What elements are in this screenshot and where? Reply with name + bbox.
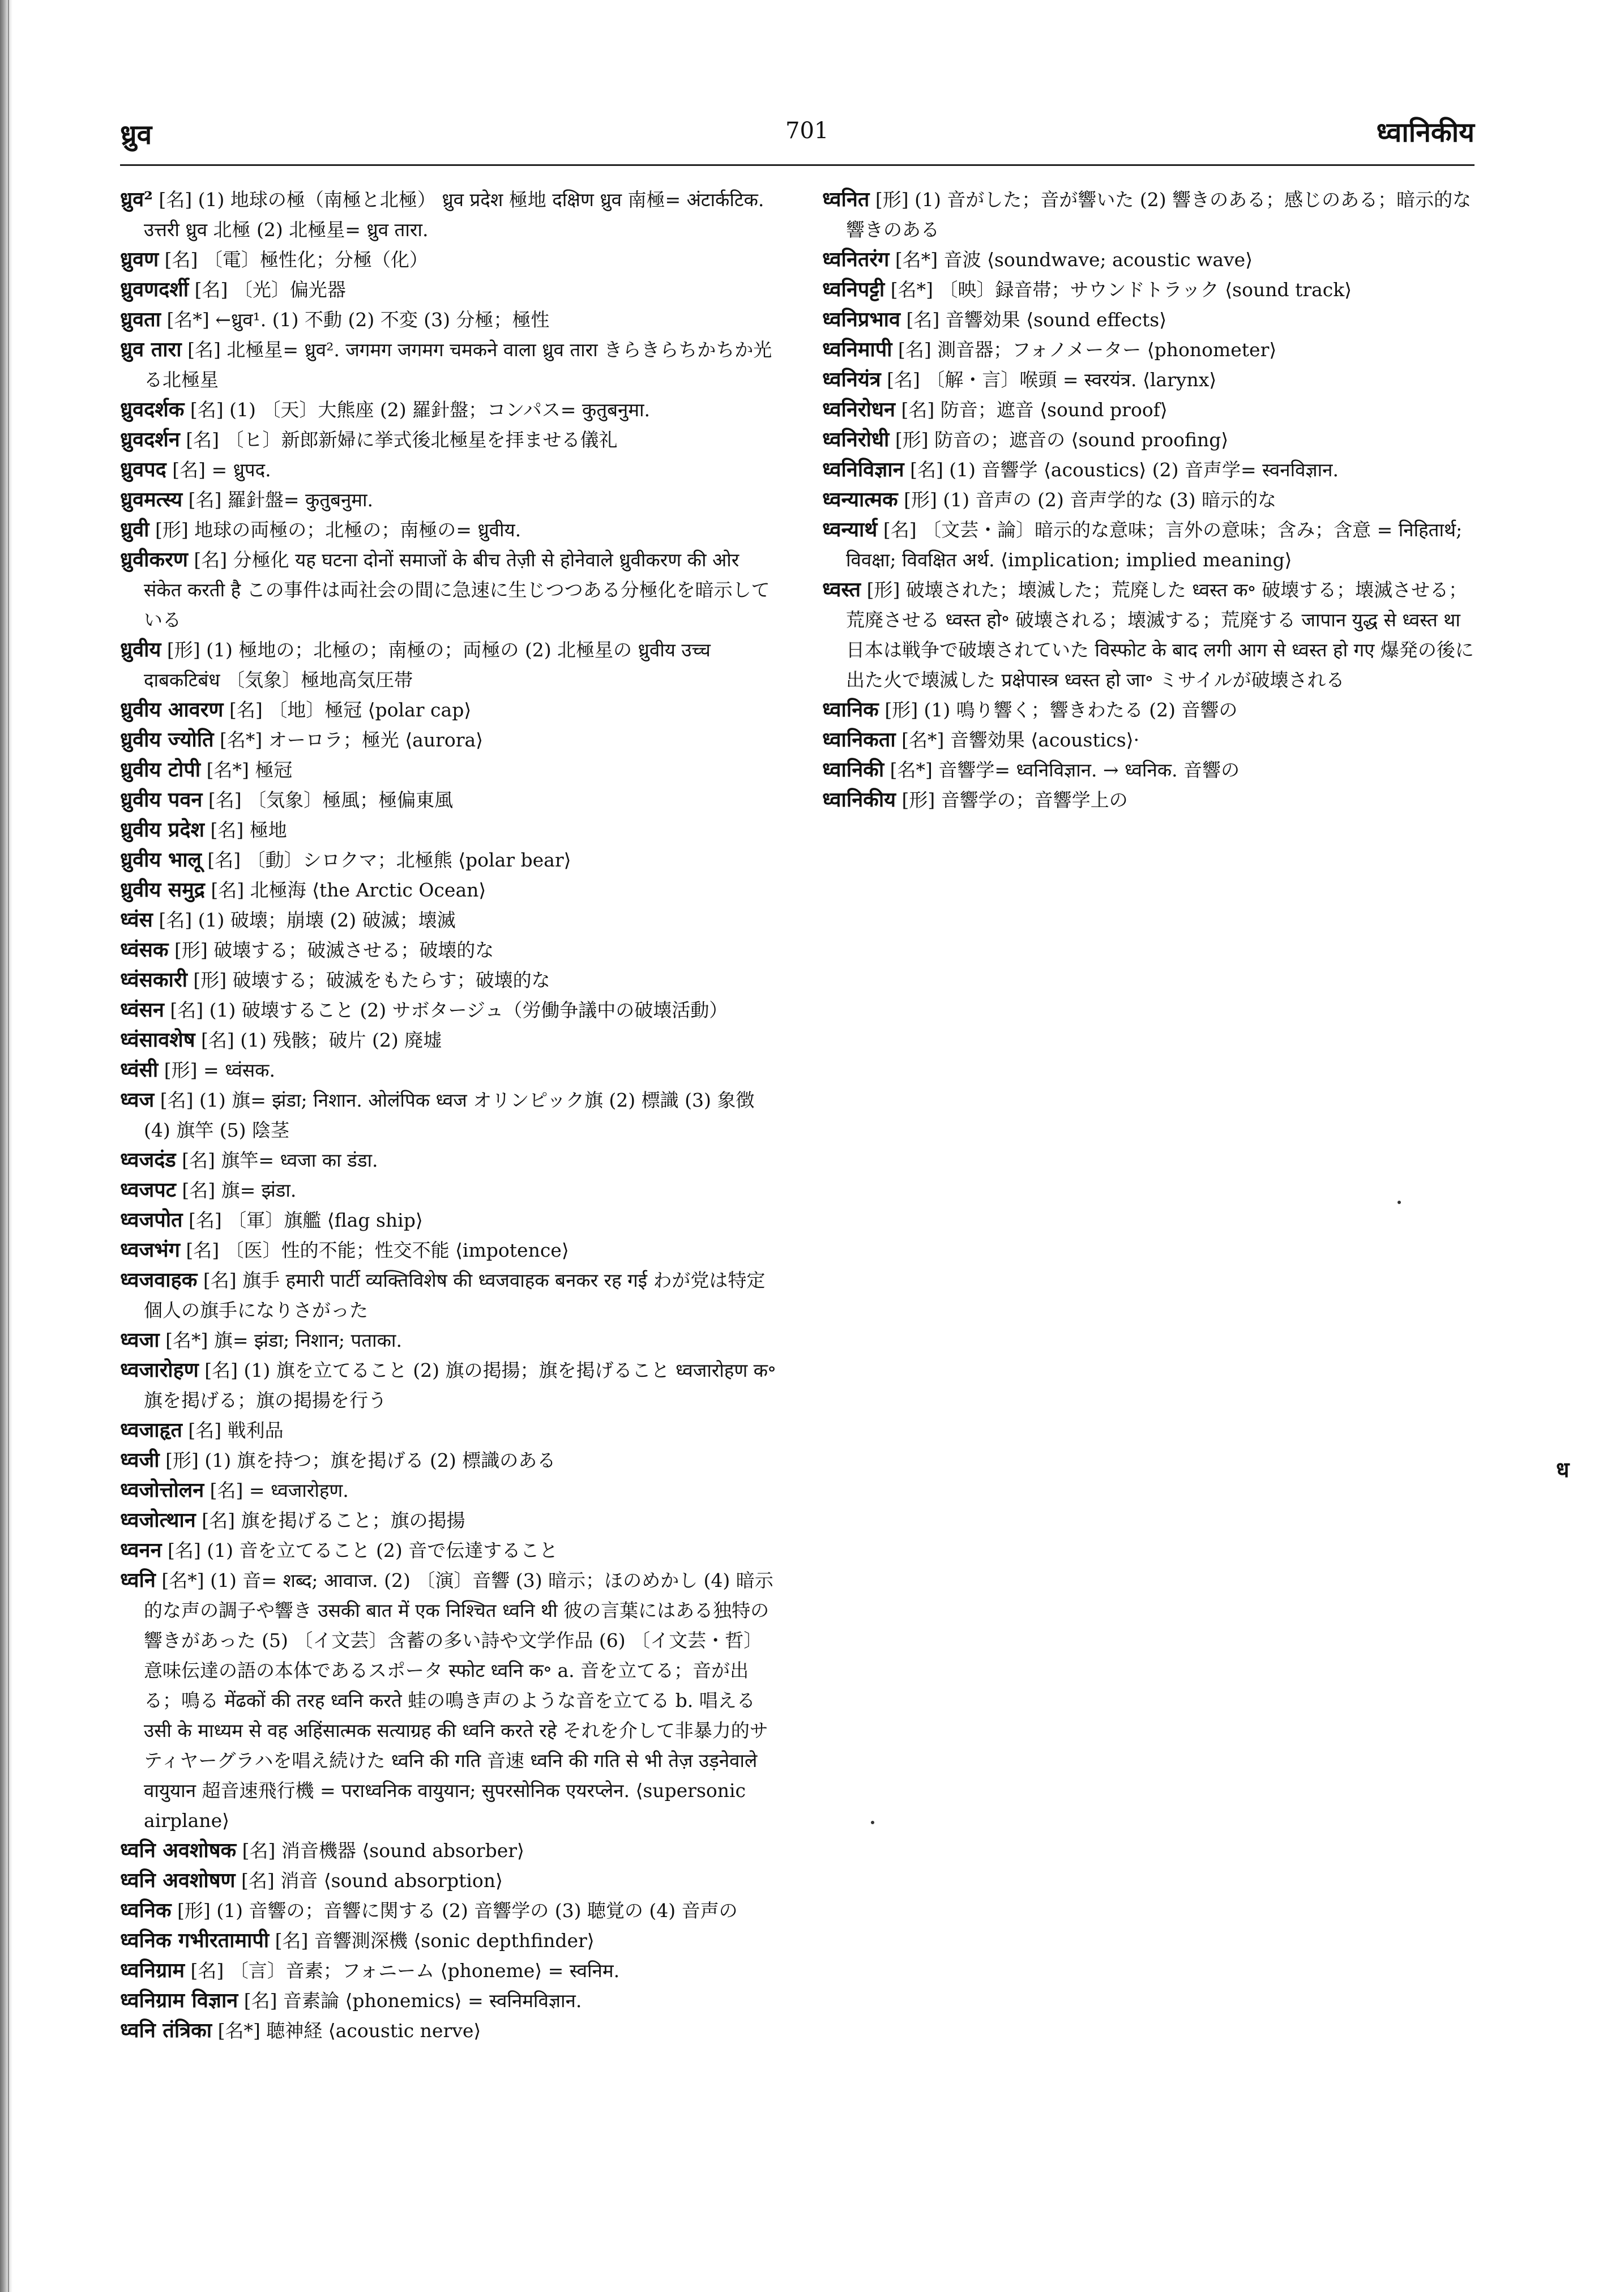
dictionary-entry	[120, 425, 777, 455]
dictionary-entry	[822, 695, 1479, 725]
dictionary-entry	[120, 965, 777, 995]
entry-definition: [名] 防音；遮音 ⟨sound proof⟩	[895, 399, 1168, 421]
dictionary-entry	[120, 1986, 777, 2016]
entry-headword: ध्वनिक	[120, 1898, 172, 1922]
entry-headword: ध्वजपट	[120, 1178, 176, 1202]
entry-headword: ध्वजभंग	[120, 1238, 180, 1262]
dictionary-entry	[120, 785, 777, 815]
entry-headword: ध्रुवीय ज्योति	[120, 728, 214, 752]
dictionary-entry	[120, 1355, 777, 1415]
entry-headword: ध्वन्यात्मक	[822, 488, 898, 511]
entry-definition: [名*] 旗= झंडा; निशान; पताका.	[159, 1329, 402, 1351]
entry-definition: [名] 極地	[204, 819, 287, 841]
entry-definition: [名] (1) 音響学 ⟨acoustics⟩ (2) 音声学= स्वनविज्ञान.	[904, 459, 1339, 481]
entry-headword: ध्वजदंड	[120, 1148, 176, 1172]
dictionary-entry	[822, 185, 1479, 245]
dictionary-entry	[822, 305, 1479, 335]
entry-headword: ध्वनिग्राम	[120, 1958, 185, 1982]
entry-definition: [名] 〔気象〕極風；極偏東風	[202, 789, 454, 811]
page-binding-line	[8, 0, 9, 2292]
entry-headword: ध्वानिकता	[822, 728, 896, 752]
entry-definition: [名] 〔軍〕旗艦 ⟨flag ship⟩	[182, 1209, 423, 1231]
entry-definition: [形] = ध्वंसक.	[158, 1059, 275, 1081]
dictionary-entry	[120, 875, 777, 905]
entry-headword: ध्वनिग्राम विज्ञान	[120, 1988, 238, 2012]
entry-headword: ध्वनिरोधन	[822, 398, 896, 421]
entry-definition: [形] 音響学の；音響学上の	[896, 789, 1128, 811]
dictionary-entry	[120, 245, 777, 275]
dictionary-entry	[120, 1055, 777, 1085]
entry-headword: ध्रुव तारा	[120, 338, 182, 361]
entry-headword: ध्वानिकीय	[822, 788, 896, 812]
entry-headword: ध्वनि अवशोषण	[120, 1868, 236, 1892]
entry-headword: ध्रुवीय	[120, 638, 161, 661]
entry-definition: [名*] 聴神経 ⟨acoustic nerve⟩	[212, 2020, 481, 2042]
dictionary-entry	[120, 1535, 777, 1565]
speck	[871, 1821, 874, 1824]
dictionary-entry	[120, 845, 777, 875]
dictionary-entry	[120, 1175, 777, 1205]
entry-headword: ध्वानिक	[822, 698, 879, 722]
entry-headword: ध्रुवी	[120, 518, 149, 541]
entry-headword: ध्रुवता	[120, 308, 161, 331]
entry-headword: ध्रुवदर्शन	[120, 428, 180, 451]
dictionary-entry	[120, 695, 777, 725]
dictionary-entry	[822, 365, 1479, 395]
right-running-headword: ध्वानिकीय	[1376, 117, 1475, 148]
entry-definition: [形] (1) 音響の；音響に関する (2) 音響学の (3) 聴覚の (4) 音声の	[171, 1900, 738, 1922]
dictionary-entry	[822, 425, 1479, 455]
entry-headword: ध्वनिमापी	[822, 338, 892, 361]
entry-definition: [名] 旗手 हमारी पार्टी व्यक्तिविशेष की ध्वजवाहक बनकर रह गई わが党は特定個人の旗手になりさがった	[144, 1269, 766, 1321]
entry-headword: ध्रुवीकरण	[120, 548, 188, 571]
dictionary-entry	[822, 575, 1479, 695]
dictionary-entry	[120, 755, 777, 785]
entry-definition: [形] 破壊する；破滅をもたらす；破壊的な	[187, 969, 550, 991]
dictionary-entry	[822, 455, 1479, 485]
entry-headword: ध्वंसावशेष	[120, 1028, 195, 1052]
entry-headword: ध्वजपोत	[120, 1208, 183, 1232]
dictionary-entry	[120, 275, 777, 305]
dictionary-entry	[120, 1415, 777, 1445]
dictionary-entry	[120, 485, 777, 515]
entry-headword: ध्रुवण	[120, 247, 159, 271]
left-column	[120, 185, 777, 2046]
entry-headword: ध्वानिकी	[822, 758, 884, 782]
dictionary-entry	[120, 1866, 777, 1896]
dictionary-entry	[822, 785, 1479, 815]
entry-definition: [名] 旗= झंडा.	[176, 1179, 297, 1201]
entry-definition: [形] 防音の；遮音の ⟨sound proofing⟩	[889, 429, 1229, 451]
page-number: 701	[785, 118, 829, 144]
dictionary-entry	[120, 1145, 777, 1175]
dictionary-entry	[120, 515, 777, 545]
thumb-index-letter: ध	[1556, 1457, 1570, 1482]
dictionary-entry	[822, 515, 1479, 575]
entry-definition: [名] 〔光〕偏光器	[189, 279, 346, 301]
dictionary-entry	[120, 2016, 777, 2046]
entry-definition: [名] 消音機器 ⟨sound absorber⟩	[236, 1839, 524, 1862]
entry-definition: [名] 〔文芸・論〕暗示的な意味；言外の意味；含み；含意 = निहितार्थ; विवक्षा; विवक्षित अर्थ. ⟨implication; implied meaning⟩	[846, 519, 1463, 571]
dictionary-entry	[822, 245, 1479, 275]
entry-definition: [名] 〔言〕音素；フォニーム ⟨phoneme⟩ = स्वनिम.	[185, 1960, 620, 1982]
dictionary-entry	[822, 725, 1479, 755]
entry-headword: ध्वंस	[120, 908, 153, 932]
entry-definition: [名] 〔医〕性的不能；性交不能 ⟨impotence⟩	[180, 1239, 569, 1261]
entry-headword: ध्रुवमत्स्य	[120, 488, 183, 511]
entry-definition: [名] (1) 旗= झंडा; निशान. ओलंपिक ध्वज オリンピック旗 (2) 標識 (3) 象徴 (4) 旗竿 (5) 陰茎	[144, 1089, 755, 1141]
entry-headword: ध्वनियंत्र	[822, 368, 881, 391]
entry-definition: [名] 〔動〕シロクマ；北極熊 ⟨polar bear⟩	[201, 849, 571, 871]
entry-definition: [形] (1) 音声の (2) 音声学的な (3) 暗示的な	[898, 489, 1277, 511]
entry-headword: ध्रुवीय टोपी	[120, 758, 201, 782]
dictionary-entry	[120, 1025, 777, 1055]
entry-definition: [形] (1) 鳴り響く；響きわたる (2) 音響の	[878, 699, 1238, 721]
page-header	[120, 113, 1475, 159]
entry-definition: [形] 破壊する；破滅させる；破壊的な	[168, 939, 494, 961]
left-running-headword: ध्रुव	[120, 119, 152, 151]
dictionary-entry	[822, 335, 1479, 365]
entry-definition: [名] = ध्वजारोहण.	[204, 1479, 349, 1501]
dictionary-entry	[120, 455, 777, 485]
dictionary-entry	[120, 1445, 777, 1475]
page-binding-edge	[0, 0, 12, 2292]
dictionary-entry	[120, 335, 777, 395]
entry-headword: ध्वनिक गभीरतामापी	[120, 1928, 270, 1952]
speck	[1398, 1201, 1401, 1204]
entry-headword: ध्वनन	[120, 1538, 162, 1562]
dictionary-entry	[120, 815, 777, 845]
entry-headword: ध्रुवणदर्शी	[120, 278, 189, 301]
entry-definition: [名] (1) 〔天〕大熊座 (2) 羅針盤；コンパス= कुतुबनुमा.	[184, 399, 651, 421]
entry-definition: [名] (1) 地球の極（南極と北極） ध्रुव प्रदेश 極地 दक्षिण ध्रुव 南極= अंटार्कटिक. उत्तरी ध्रुव 北極 (2) 北極星= ध्रुव तारा.	[144, 189, 764, 241]
entry-headword: ध्वजी	[120, 1448, 160, 1472]
entry-headword: ध्वंसी	[120, 1058, 159, 1082]
entry-definition: [名] 北極海 ⟨the Arctic Ocean⟩	[204, 879, 486, 901]
entry-definition: [名] 〔ヒ〕新郎新婦に挙式後北極星を拝ませる儀礼	[180, 429, 618, 451]
entry-definition: [形] 地球の両極の；北極の；南極の= ध्रुवीय.	[149, 519, 522, 541]
entry-headword: ध्वजा	[120, 1328, 160, 1352]
entry-definition: [名*] ←ध्रुव¹. (1) 不動 (2) 不変 (3) 分極；極性	[161, 309, 550, 331]
entry-definition: [名*] 〔映〕録音帯；サウンドトラック ⟨sound track⟩	[884, 279, 1352, 301]
entry-definition: [形] (1) 極地の；北極の；南極の；両極の (2) 北極星の ध्रुवीय उच्च दाबकटिबंध 〔気象〕極地高気圧帯	[144, 639, 711, 691]
entry-headword: ध्वनि अवशोषक	[120, 1838, 237, 1862]
entry-headword: ध्वज	[120, 1088, 155, 1112]
entry-definition: [名] 羅針盤= कुतुबनुमा.	[182, 489, 374, 511]
dictionary-entry	[120, 1836, 777, 1866]
dictionary-entry	[120, 1265, 777, 1325]
entry-headword: ध्रुवदर्शक	[120, 398, 185, 421]
entry-headword: ध्वनिरोधी	[822, 428, 890, 451]
dictionary-entry	[822, 395, 1479, 425]
dictionary-entry	[120, 1085, 777, 1145]
dictionary-entry	[120, 1235, 777, 1265]
entry-headword: ध्वजोत्थान	[120, 1508, 196, 1532]
dictionary-entry	[120, 905, 777, 935]
entry-headword: ध्रुवीय प्रदेश	[120, 818, 204, 842]
dictionary-entry	[120, 725, 777, 755]
dictionary-entry	[120, 995, 777, 1025]
entry-headword: ध्रुवपद	[120, 458, 166, 481]
entry-definition: [名] 〔電〕極性化；分極（化）	[159, 249, 428, 271]
dictionary-entry	[120, 185, 777, 245]
entry-definition: [名] (1) 破壊すること (2) サボタージュ（労働争議中の破壊活動）	[164, 999, 728, 1021]
entry-headword: ध्वंसन	[120, 998, 164, 1022]
entry-headword: ध्वजोत्तोलन	[120, 1478, 204, 1502]
entry-headword: ध्वजाहृत	[120, 1418, 182, 1442]
dictionary-entry	[120, 305, 777, 335]
entry-definition: [名] 音響測深機 ⟨sonic depthfinder⟩	[269, 1930, 595, 1952]
entry-definition: [名] 音素論 ⟨phonemics⟩ = स्वनिमविज्ञान.	[238, 1990, 582, 2012]
entry-headword: ध्वस्त	[822, 578, 861, 601]
dictionary-entry	[822, 485, 1479, 515]
entry-headword: ध्वंसक	[120, 938, 169, 962]
entry-definition: [名] (1) 旗を立てること (2) 旗の掲揚；旗を掲げること ध्वजारोहण क॰ 旗を掲げる；旗の掲揚を行う	[144, 1359, 776, 1411]
entry-headword: ध्वंसकारी	[120, 968, 187, 992]
entry-definition: [名] 北極星= ध्रुव². जगमग जगमग चमकने वाला ध्रुव तारा きらきらちかちか光る北極星	[144, 339, 772, 391]
entry-headword: ध्वनित	[822, 187, 870, 211]
entry-headword: ध्वनितरंग	[822, 247, 890, 271]
dictionary-entry	[120, 1896, 777, 1926]
entry-definition: [名] 〔地〕極冠 ⟨polar cap⟩	[223, 699, 472, 721]
entry-headword: ध्रुव²	[120, 187, 153, 211]
entry-definition: [名] 戦利品	[182, 1419, 284, 1441]
dictionary-entry	[120, 1205, 777, 1235]
header-rule	[120, 164, 1475, 166]
entry-definition: [形] (1) 音がした；音が響いた (2) 響きのある；感じのある；暗示的な響きのある	[846, 189, 1472, 241]
entry-definition: [名] 測音器；フォノメーター ⟨phonometer⟩	[892, 339, 1277, 361]
entry-headword: ध्वनि तंत्रिका	[120, 2018, 212, 2042]
right-column	[822, 185, 1479, 815]
dictionary-entry	[120, 635, 777, 695]
dictionary-entry	[822, 755, 1479, 785]
dictionary-entry	[120, 1926, 777, 1956]
dictionary-entry	[120, 1475, 777, 1505]
entry-headword: ध्रुवीय भालू	[120, 848, 202, 872]
entry-headword: ध्वनिविज्ञान	[822, 458, 904, 481]
entry-headword: ध्वनि	[120, 1568, 156, 1592]
entry-definition: [名] 旗竿= ध्वजा का डंडा.	[176, 1149, 378, 1171]
dictionary-entry	[120, 1325, 777, 1355]
dictionary-entry	[120, 935, 777, 965]
entry-definition: [形] (1) 旗を持つ；旗を掲げる (2) 標識のある	[159, 1449, 556, 1471]
dictionary-entry	[120, 1505, 777, 1535]
entry-definition: [形] 破壊された；壊滅した；荒廃した ध्वस्त क॰ 破壊する；壊滅させる；荒廃させる ध्वस्त हो॰ 破壊される；壊滅する；荒廃する जापान युद्ध से ध्वस्त था 日本は戦争で破壊されていた विस्फोट के बाद लगी आग से ध्वस्त हो गए 爆発の後に出た火で壊滅した प्रक्षेपास्त्र ध्वस्त हो जा॰ ミサイルが破壊される	[846, 579, 1474, 691]
entry-headword: ध्वन्यार्थ	[822, 518, 878, 541]
dictionary-entry	[120, 1565, 777, 1836]
entry-headword: ध्वजवाहक	[120, 1268, 198, 1292]
entry-definition: [名*] (1) 音= शब्द; आवाज. (2) 〔演〕音響 (3) 暗示；ほのめかし (4) 暗示的な声の調子や響き उसकी बात में एक निश्चित ध्वनि थी 彼の言葉にはある独特の響きがあった (5) 〔イ文芸〕含蓄の多い詩や文学作品 (6) 〔イ文芸・哲〕意味伝達の語の本体であるスポータ स्फोट ध्वनि क॰ a. 音を立てる；音が出る；鳴る मेंढकों की तरह ध्वनि करते 蛙の鳴き声のような音を立てる b. 唱える उसी के माध्यम से वह अहिंसात्मक सत्याग्रह की ध्वनि करते रहे それを介して非暴力的サティヤーグラハを唱え続けた ध्वनि की गति 音速 ध्वनि की गति से भी तेज़ उड़नेवाले वायुयान 超音速飛行機 = पराध्वनिक वायुयान; सुपरसोनिक एयरप्लेन. ⟨supersonic airplane⟩	[144, 1569, 773, 1832]
entry-definition: [名] 音響効果 ⟨sound effects⟩	[900, 309, 1167, 331]
entry-definition: [名*] 音響学= ध्वनिविज्ञान. → ध्वनिक. 音響の	[884, 759, 1240, 781]
dictionary-entry	[120, 395, 777, 425]
entry-headword: ध्रुवीय समुद्र	[120, 878, 205, 902]
entry-definition: [名*] 音波 ⟨soundwave; acoustic wave⟩	[889, 249, 1253, 271]
entry-definition: [名] (1) 残骸；破片 (2) 廃墟	[195, 1029, 442, 1051]
entry-definition: [名] 消音 ⟨sound absorption⟩	[235, 1870, 503, 1892]
entry-headword: ध्रुवीय पवन	[120, 788, 203, 812]
dictionary-entry	[120, 1956, 777, 1986]
dictionary-entry	[822, 275, 1479, 305]
entry-headword: ध्रुवीय आवरण	[120, 698, 224, 722]
entry-definition: [名] 〔解・言〕喉頭 = स्वरयंत्र. ⟨larynx⟩	[881, 369, 1217, 391]
entry-definition: [名] 旗を掲げること；旗の掲揚	[195, 1509, 465, 1531]
entry-definition: [名*] 音響効果 ⟨acoustics⟩·	[895, 729, 1140, 751]
entry-headword: ध्वनिप्रभाव	[822, 308, 900, 331]
entry-definition: [名] (1) 破壊；崩壊 (2) 破滅；壊滅	[152, 909, 456, 931]
entry-definition: [名] = ध्रुपद.	[166, 459, 271, 481]
entry-definition: [名] (1) 音を立てること (2) 音で伝達すること	[161, 1539, 558, 1561]
entry-definition: [名*] 極冠	[200, 759, 293, 781]
entry-headword: ध्वजारोहण	[120, 1358, 199, 1382]
entry-definition: [名*] オーロラ；極光 ⟨aurora⟩	[213, 729, 484, 751]
dictionary-entry	[120, 545, 777, 635]
entry-headword: ध्वनिपट्टी	[822, 278, 885, 301]
entry-definition: [名] 分極化 यह घटना दोनों समाजों के बीच तेज़ी से होनेवाले ध्रुवीकरण की ओर संकेत करती है この事件は両社会の間に急速に生じつつある分極化を暗示している	[144, 549, 770, 631]
